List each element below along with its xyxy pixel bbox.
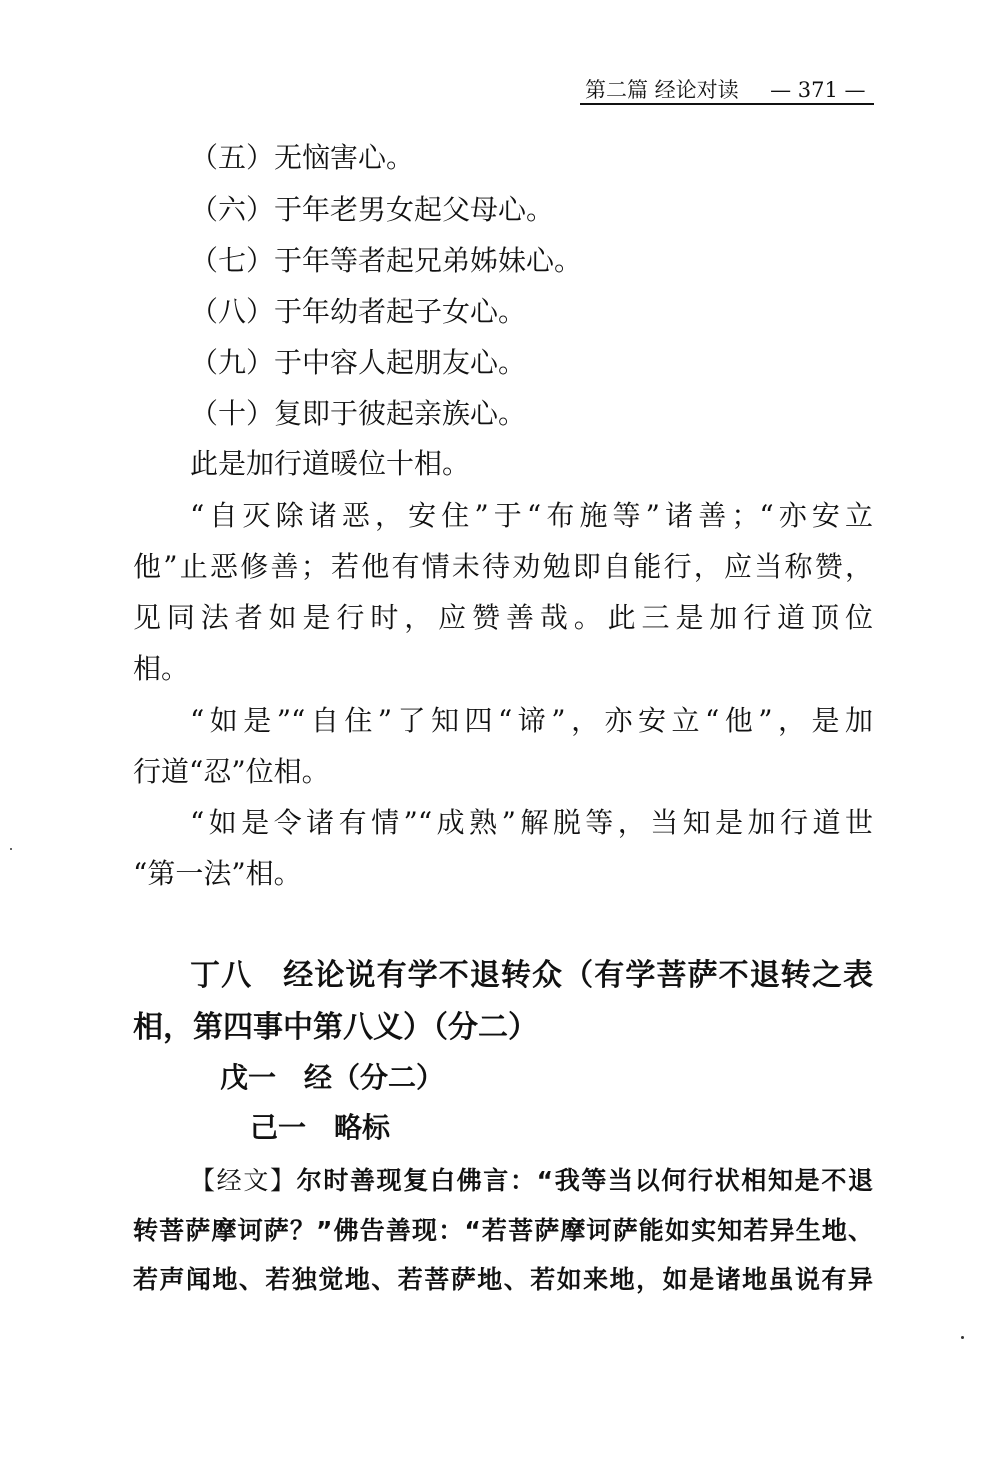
paragraph-line: 相。 <box>133 652 190 685</box>
running-title: 第二篇 经论对读 <box>585 78 739 102</box>
section-heading: 丁八 经论说有学不退转众（有学菩萨不退转之表 <box>190 958 873 993</box>
list-item: （十）复即于彼起亲族心。 <box>190 397 527 430</box>
list-item: （六）于年老男女起父母心。 <box>190 193 555 226</box>
sutra-text: 尔时善现复白佛言：“我等当以何行状相知是不退 <box>296 1166 873 1195</box>
sub-heading: 戊一 经（分二） <box>220 1061 445 1094</box>
paragraph-line: “第一法”相。 <box>133 857 302 890</box>
sutra-line: 若声闻地、若独觉地、若菩萨地、若如来地，如是诸地虽说有异 <box>133 1265 873 1294</box>
list-item: （七）于年等者起兄弟姊妹心。 <box>190 244 583 277</box>
paragraph-line: 此是加行道暖位十相。 <box>190 447 471 480</box>
header-rule <box>580 103 874 105</box>
list-item: （九）于中容人起朋友心。 <box>190 346 527 379</box>
section-heading: 相，第四事中第八义）（分二） <box>133 1010 538 1045</box>
sutra-line <box>190 1163 873 1199</box>
paragraph-line: “如是令诸有情”“成熟”解脱等，当知是加行道世 <box>190 806 873 839</box>
paragraph-line: 见同法者如是行时，应赞善哉。此三是加行道顶位 <box>133 601 873 634</box>
sutra-label: 【经文】 <box>190 1166 297 1195</box>
paragraph-line: “自灭除诸恶，安住”于“布施等”诸善；“亦安立 <box>190 499 873 532</box>
sub-heading: 己一 略标 <box>250 1111 391 1144</box>
paragraph-line: “如是”“自住”了知四“谛”，亦安立“他”，是加 <box>190 704 873 737</box>
page-number: — 371 — <box>770 78 866 102</box>
sutra-line: 转菩萨摩诃萨？”佛告善现：“若菩萨摩诃萨能如实知若异生地、 <box>133 1216 873 1245</box>
paragraph-line: 他”止恶修善；若他有情未待劝勉即自能行，应当称赞， <box>133 550 873 583</box>
scan-speck <box>10 848 12 850</box>
paragraph-line: 行道“忍”位相。 <box>133 755 330 788</box>
list-item: （八）于年幼者起子女心。 <box>190 295 527 328</box>
list-item: （五）无恼害心。 <box>190 141 415 174</box>
scan-speck <box>961 1336 964 1339</box>
